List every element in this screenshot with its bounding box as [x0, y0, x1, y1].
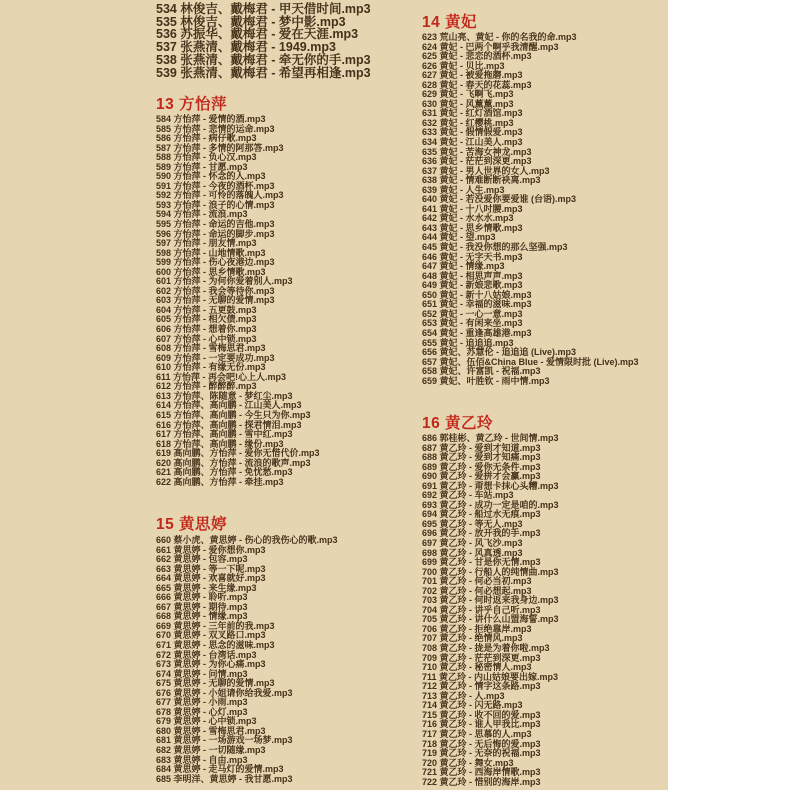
track-item: 638 黄妃 - 情难断断袂离.mp3	[422, 175, 541, 186]
track-item: 706 黄乙玲 - 拒绝靠岸.mp3	[422, 623, 532, 634]
track-item: 660 蔡小虎、黄思婷 - 伤心的我伤心的歌.mp3	[156, 535, 338, 545]
track-item: 653 黄妃 - 有闲来坐.mp3	[422, 318, 523, 329]
track-item: 659 黄妃、叶胜钦 - 雨中情.mp3	[422, 375, 550, 386]
track-item: 621 高向鹏、方怡萍 - 免忧愁.mp3	[156, 467, 293, 478]
track-item: 634 黄妃 - 江山美人.mp3	[422, 137, 523, 148]
track-item: 639 黄妃 - 人生.mp3	[422, 184, 505, 195]
track-item: 624 黄妃 - 巴两个啊乎我清醒.mp3	[422, 41, 559, 52]
track-item: 632 黄妃 - 红樱桃.mp3	[422, 117, 514, 128]
section-header-15: 15 黄思婷	[156, 516, 228, 533]
track-item: 676 黄思婷 - 小姐请你给我爱.mp3	[156, 687, 293, 698]
track-item: 647 黄妃 - 情缘.mp3	[422, 261, 505, 272]
track-item: 720 黄乙玲 - 舞女.mp3	[422, 757, 514, 768]
track-item: 627 黄妃 - 被爱拖磨.mp3	[422, 70, 523, 81]
track-item: 673 黄思婷 - 为你心痛.mp3	[156, 659, 266, 670]
track-item: 683 黄思婷 - 自由.mp3	[156, 754, 248, 765]
track-item: 672 黄思婷 - 台湾话.mp3	[156, 649, 257, 660]
track-item: 625 黄妃 - 悲恋的酒杯.mp3	[422, 51, 532, 62]
track-item: 609 方怡萍 - 一定要成功.mp3	[156, 352, 275, 363]
track-item: 592 方怡萍 - 可怜的落魄人.mp3	[156, 190, 284, 201]
track-item: 690 黄乙玲 - 爱拼才会赢.mp3	[422, 471, 541, 482]
track-item: 623 荒山亮、黄妃 - 你的名我的命.mp3	[422, 32, 577, 42]
track-item: 597 方怡萍 - 朋友情.mp3	[156, 238, 257, 249]
track-item: 707 黄乙玲 - 绝情风.mp3	[422, 633, 523, 644]
track-item: 619 高向鹏、方怡萍 - 爱你无惜代价.mp3	[156, 448, 320, 459]
track-item: 606 方怡萍 - 想着你.mp3	[156, 324, 257, 335]
track-item: 699 黄乙玲 - 甘是你无情.mp3	[422, 557, 541, 568]
track-item: 721 黄乙玲 - 西海岸情歌.mp3	[422, 767, 541, 778]
track-item: 705 黄乙玲 - 讲什么山盟海誓.mp3	[422, 614, 559, 625]
track-item: 605 方怡萍 - 相欠债.mp3	[156, 314, 257, 325]
track-item: 536 苏振华、戴梅君 - 爱在天涯.mp3	[156, 27, 359, 42]
track-item: 646 黄妃 - 无字天书.mp3	[422, 251, 523, 262]
track-item: 586 方怡萍 - 病仔歌.mp3	[156, 133, 257, 144]
track-item: 631 黄妃 - 红灯酒馆.mp3	[422, 108, 523, 119]
track-item: 687 黄乙玲 - 爱到才知道.mp3	[422, 442, 541, 453]
track-item: 684 黄思婷 - 走马灯的爱情.mp3	[156, 764, 284, 775]
track-item: 668 黄思婷 - 情缘.mp3	[156, 611, 248, 622]
track-item: 667 黄思婷 - 期待.mp3	[156, 601, 248, 612]
track-item: 618 方怡萍、高向鹏 - 缘份.mp3	[156, 438, 284, 449]
track-item: 692 黄乙玲 - 车站.mp3	[422, 490, 514, 501]
track-item: 722 黄乙玲 - 惜别的海岸.mp3	[422, 776, 541, 787]
track-item: 652 黄妃 - 一心一意.mp3	[422, 308, 523, 319]
track-item: 715 黄乙玲 - 收不回的爱.mp3	[422, 709, 541, 720]
track-item: 620 高向鹏、方怡萍 - 流浪的歌声.mp3	[156, 457, 311, 468]
track-item: 662 黄思婷 - 包容.mp3	[156, 554, 248, 565]
section-header-13: 13 方怡萍	[156, 96, 228, 113]
track-item: 710 黄乙玲 - 秘密情人.mp3	[422, 662, 532, 673]
track-item: 641 黄妃 - 十八吋腰.mp3	[422, 203, 523, 214]
track-item: 697 黄乙玲 - 风飞沙.mp3	[422, 538, 523, 549]
track-item: 603 方怡萍 - 无聊的爱情.mp3	[156, 295, 275, 306]
track-item: 633 黄妃 - 假情假爱.mp3	[422, 127, 523, 138]
track-item: 629 黄妃 - 飞啊飞.mp3	[422, 89, 514, 100]
track-item: 594 方怡萍 - 流浪.mp3	[156, 209, 248, 220]
track-item: 635 黄妃 - 苦海女神龙.mp3	[422, 146, 532, 157]
track-item: 708 黄乙玲 - 拢是为着你啦.mp3	[422, 643, 550, 654]
track-item: 695 黄乙玲 - 等无人.mp3	[422, 518, 523, 529]
track-item: 658 黄妃、许富凯 - 祝福.mp3	[422, 366, 541, 377]
track-item: 665 黄思婷 - 来生缘.mp3	[156, 582, 257, 593]
track-item: 650 黄妃 - 新十八姑娘.mp3	[422, 289, 532, 300]
track-item: 598 方怡萍 - 山地情歌.mp3	[156, 247, 266, 258]
track-item: 718 黄乙玲 - 无后悔的爱.mp3	[422, 738, 541, 749]
track-item: 670 黄思婷 - 双叉路口.mp3	[156, 630, 266, 641]
track-item: 671 黄思婷 - 思念的滋味.mp3	[156, 640, 275, 651]
track-item: 701 黄乙玲 - 何必当初.mp3	[422, 576, 532, 587]
track-item: 643 黄妃 - 思乡情歌.mp3	[422, 222, 523, 233]
track-item: 681 黄思婷 - 一场游戏一场梦.mp3	[156, 735, 293, 746]
track-item: 608 方怡萍 - 雪梅思君.mp3	[156, 343, 266, 354]
section-header-14: 14 黄妃	[422, 14, 478, 31]
track-item: 713 黄乙玲 - 人.mp3	[422, 690, 505, 701]
track-item: 712 黄乙玲 - 情字这条路.mp3	[422, 681, 541, 692]
track-item: 626 黄妃 - 贝比.mp3	[422, 60, 505, 71]
track-item: 698 黄乙玲 - 风真透.mp3	[422, 547, 523, 558]
track-item: 630 黄妃 - 风薰薰.mp3	[422, 98, 514, 109]
track-item: 675 黄思婷 - 无聊的爱情.mp3	[156, 678, 275, 689]
track-item: 704 黄乙玲 - 讲乎自己听.mp3	[422, 604, 541, 615]
track-item: 607 方怡萍 - 心中锁.mp3	[156, 333, 257, 344]
track-list-section-15	[156, 536, 338, 784]
track-list-previous-section	[156, 3, 371, 79]
track-item: 711 黄乙玲 - 内山姑娘要出嫁.mp3	[422, 671, 559, 682]
track-item: 616 方怡萍、高向鹏 - 探君情泪.mp3	[156, 419, 302, 430]
track-item: 685 李明洋、黄思婷 - 我甘愿.mp3	[156, 773, 293, 784]
track-item: 666 黄思婷 - 聆听.mp3	[156, 592, 248, 603]
track-item: 622 高向鹏、方怡萍 - 牵挂.mp3	[156, 476, 284, 487]
track-item: 648 黄妃 - 相思声声.mp3	[422, 270, 523, 281]
track-item: 714 黄乙玲 - 闪无路.mp3	[422, 700, 523, 711]
track-item: 674 黄思婷 - 问情.mp3	[156, 668, 248, 679]
track-item: 655 黄妃 - 追追追.mp3	[422, 337, 514, 348]
track-item: 663 黄思婷 - 等一下呢.mp3	[156, 563, 266, 574]
track-item: 645 黄妃 - 我没你想的那么坚强.mp3	[422, 242, 568, 253]
track-item: 644 黄妃 - 望.mp3	[422, 232, 496, 243]
track-item: 656 黄妃、苏慧伦 - 追追追 (Live).mp3	[422, 347, 577, 358]
track-item: 661 黄思婷 - 爱你想你.mp3	[156, 544, 266, 555]
track-item: 709 黄乙玲 - 茫茫到深更.mp3	[422, 652, 541, 663]
track-item: 702 黄乙玲 - 何必想起.mp3	[422, 585, 532, 596]
track-item: 611 方怡萍 - 再会吧!心上人.mp3	[156, 371, 287, 382]
track-item: 640 黄妃 - 若没爱你要爱谁 (台语).mp3	[422, 194, 577, 205]
track-item: 686 郭桂彬、黄乙玲 - 世间情.mp3	[422, 433, 559, 443]
track-item: 534 林俊吉、戴梅君 - 甲天借时间.mp3	[156, 2, 371, 16]
track-list-section-14	[422, 33, 639, 386]
track-item: 599 方怡萍 - 伤心夜港边.mp3	[156, 257, 275, 268]
track-item: 691 黄乙玲 - 甭想卡抹心头糟.mp3	[422, 480, 559, 491]
track-list-section-13	[156, 115, 320, 487]
track-item: 628 黄妃 - 春天的花蕊.mp3	[422, 79, 532, 90]
track-item: 717 黄乙玲 - 思慕的人.mp3	[422, 728, 532, 739]
track-item: 593 方怡萍 - 浪子的心情.mp3	[156, 199, 275, 210]
track-item: 614 方怡萍、高向鹏 - 江山美人.mp3	[156, 400, 302, 411]
section-header-16: 16 黄乙玲	[422, 415, 494, 432]
track-item: 651 黄妃 - 幸福的滋味.mp3	[422, 299, 532, 310]
track-item: 700 黄乙玲 - 行船人的纯情曲.mp3	[422, 566, 559, 577]
track-item: 703 黄乙玲 - 何时返来我身边.mp3	[422, 595, 559, 606]
track-item: 590 方怡萍 - 怀念的人.mp3	[156, 171, 266, 182]
track-item: 642 黄妃 - 水水水.mp3	[422, 213, 514, 224]
track-item: 657 黄妃、伍佰&China Blue - 爱情限时批 (Live).mp3	[422, 356, 639, 367]
track-list-section-16	[422, 434, 559, 787]
track-item: 716 黄乙玲 - 谁人甲我比.mp3	[422, 719, 541, 730]
track-item: 587 方怡萍 - 多情的阿那答.mp3	[156, 142, 284, 153]
track-item: 588 方怡萍 - 负心汉.mp3	[156, 152, 257, 163]
track-item: 610 方怡萍 - 有缘无份.mp3	[156, 362, 266, 373]
track-item: 589 方怡萍 - 甘愿.mp3	[156, 161, 248, 172]
track-item: 680 黄思婷 - 雪梅思君.mp3	[156, 725, 266, 736]
track-item: 535 林俊吉、戴梅君 - 梦中影.mp3	[156, 14, 346, 29]
track-item: 617 方怡萍、高向鹏 - 雪中红.mp3	[156, 429, 293, 440]
track-item: 601 方怡萍 - 为何你爱着别人.mp3	[156, 276, 293, 287]
track-item: 696 黄乙玲 - 放开我的手.mp3	[422, 528, 541, 539]
track-item: 694 黄乙玲 - 船过水无痕.mp3	[422, 509, 541, 520]
track-item: 600 方怡萍 - 思乡情歌.mp3	[156, 266, 266, 277]
track-item: 682 黄思婷 - 一切随缘.mp3	[156, 745, 266, 756]
track-item: 654 黄妃 - 重逢高雄港.mp3	[422, 327, 532, 338]
track-item: 637 黄妃 - 男人世界的女人.mp3	[422, 165, 550, 176]
track-item: 679 黄思婷 - 心中锁.mp3	[156, 716, 257, 727]
track-item: 584 方怡萍 - 爱情的酒.mp3	[156, 114, 266, 124]
track-item: 719 黄乙玲 - 无奈的祝福.mp3	[422, 748, 541, 759]
track-item: 604 方怡萍 - 五更鼓.mp3	[156, 304, 257, 315]
track-item: 538 张燕清、戴梅君 - 牵无你的手.mp3	[156, 52, 371, 67]
track-item: 636 黄妃 - 茫茫到深更.mp3	[422, 156, 532, 167]
track-item: 669 黄思婷 - 三年前的我.mp3	[156, 620, 275, 631]
track-item: 591 方怡萍 - 今夜的酒杯.mp3	[156, 180, 275, 191]
track-item: 688 黄乙玲 - 爱到才知痛.mp3	[422, 452, 541, 463]
track-item: 602 方怡萍 - 我会等待你.mp3	[156, 285, 275, 296]
track-item: 664 黄思婷 - 欢喜就好.mp3	[156, 573, 266, 584]
track-item: 677 黄思婷 - 小雨.mp3	[156, 697, 248, 708]
track-item: 612 方怡萍 - 醉醉醉.mp3	[156, 381, 257, 392]
track-item: 689 黄乙玲 - 爱你无条件.mp3	[422, 461, 541, 472]
track-item: 585 方怡萍 - 悲情的运命.mp3	[156, 123, 275, 134]
track-item: 613 方怡萍、陈随意 - 梦红尘.mp3	[156, 390, 293, 401]
track-item: 678 黄思婷 - 心灯.mp3	[156, 706, 248, 717]
track-item: 595 方怡萍 - 命运的吉他.mp3	[156, 219, 275, 230]
track-item: 693 黄乙玲 - 成功一定是咱的.mp3	[422, 499, 559, 510]
track-item: 649 黄妃 - 新娘悲歌.mp3	[422, 280, 523, 291]
track-item: 539 张燕清、戴梅君 - 希望再相逢.mp3	[156, 65, 371, 80]
track-item: 596 方怡萍 - 命运的脚步.mp3	[156, 228, 275, 239]
track-item: 537 张燕清、戴梅君 - 1949.mp3	[156, 40, 336, 55]
track-item: 615 方怡萍、高向鹏 - 今生只为你.mp3	[156, 409, 311, 420]
